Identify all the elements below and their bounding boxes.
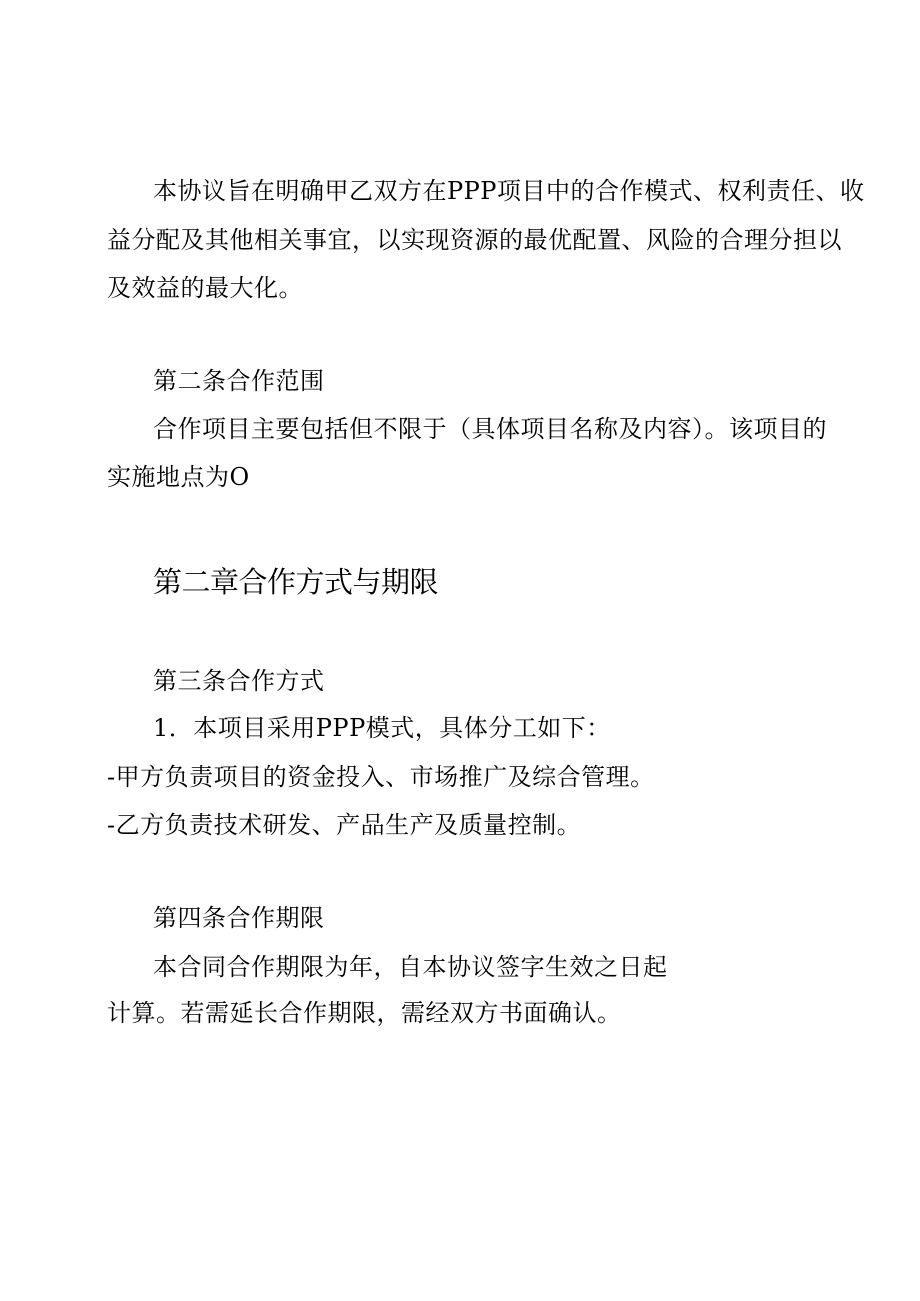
- article-3-line-1: 1．本项目采用PPP模式，具体分工如下：: [153, 714, 611, 742]
- intro-line-1: 本协议旨在明确甲乙双方在PPP项目中的合作模式、权利责任、收: [153, 177, 865, 205]
- article-2-heading: 第二条合作范围: [153, 367, 325, 395]
- article-4-line-1: 本合同合作期限为年，自本协议签字生效之日起: [153, 953, 668, 981]
- intro-line-3: 及效益的最大化。: [107, 274, 303, 302]
- article-2-line-2: 实施地点为O: [107, 463, 250, 491]
- intro-line-2: 益分配及其他相关事宜，以实现资源的最优配置、风险的合理分担以: [107, 226, 842, 254]
- article-3-line-3: -乙方负责技术研发、产品生产及质量控制。: [107, 811, 582, 839]
- article-3-heading: 第三条合作方式: [153, 667, 325, 695]
- article-4-line-2: 计算。若需延长合作期限，需经双方书面确认。: [107, 999, 622, 1027]
- article-2-line-1: 合作项目主要包括但不限于（具体项目名称及内容）。该项目的: [153, 415, 827, 443]
- article-3-line-2: -甲方负责项目的资金投入、市场推广及综合管理。: [107, 763, 655, 791]
- article-4-heading: 第四条合作期限: [153, 904, 325, 932]
- chapter-2-title: 第二章合作方式与期限: [153, 565, 439, 599]
